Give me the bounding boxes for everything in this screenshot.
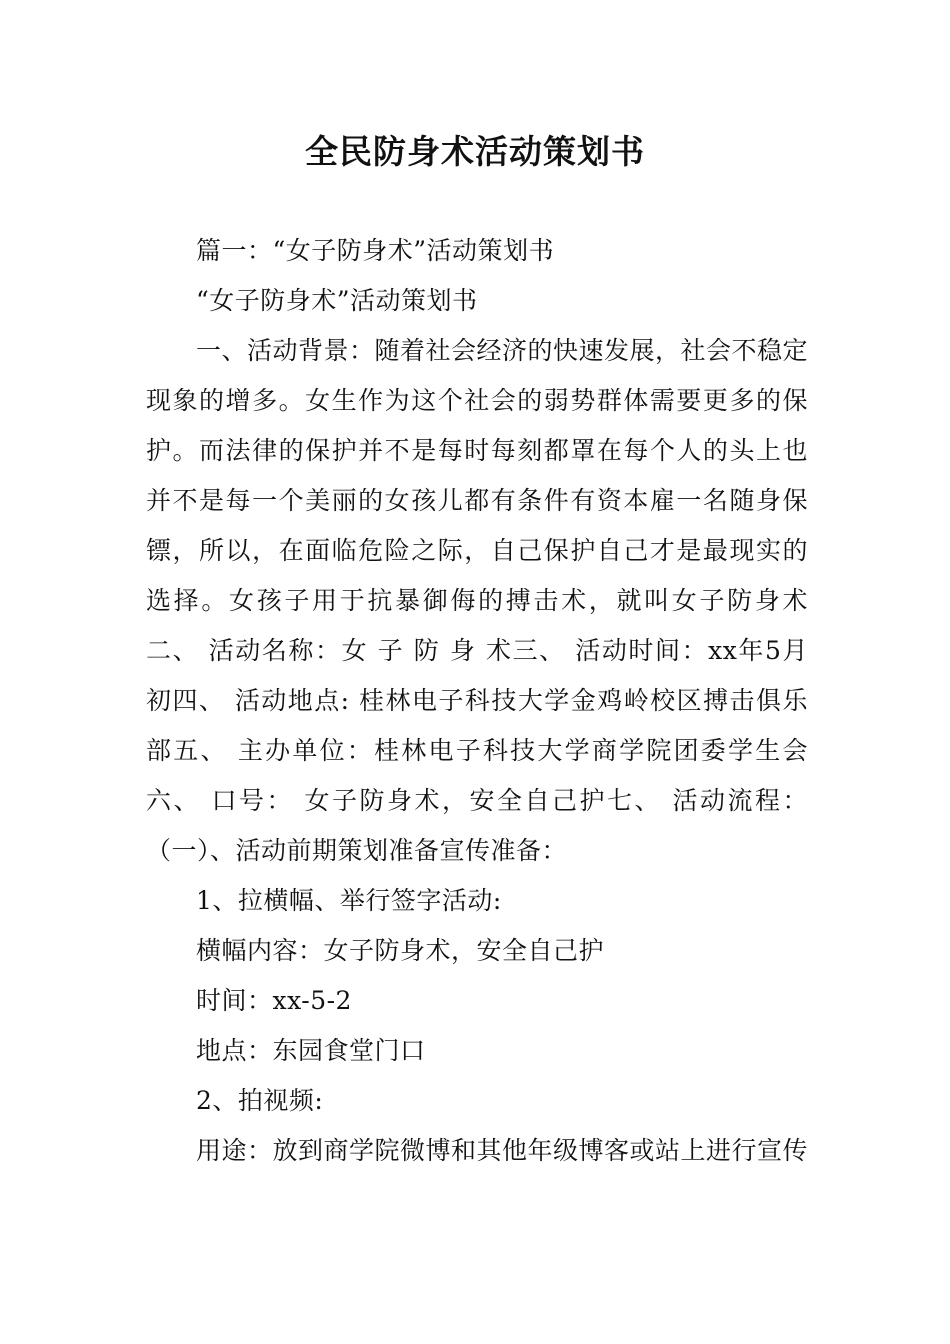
paragraph: 时间：xx-5-2 — [196, 986, 352, 1015]
paragraph: 篇一：“女子防身术”活动策划书 — [196, 236, 555, 265]
document-title: 全民防身术活动策划书 — [305, 132, 645, 171]
document-body — [146, 226, 808, 1176]
paragraph: 一、活动背景：随着社会经济的快速发展，社会不稳定现象的增多。女生作为这个社会的弱势群体需要更多的保护。而法律的保护并不是每时每刻都罩在每个人的头上也并不是每一个美丽的女孩儿都有条件有资本雇一名随身保镖，所以，在面临危险之际，自己保护自己才是最现实的选择。女孩子用于抗暴御侮的搏击术，就叫女子防身术二、 活动名称：女 子 防 身 术三、 活动时间：xx年5月 初四、 活动地点: 桂林电子科技大学金鸡岭校区搏击俱乐部五、 主办单位：桂林电子科技大学商学院团委学生会六、 口号： 女子防身术，安全自己护七、 活动流程：（一）、活动前期策划准备宣传准备： — [146, 336, 809, 865]
paragraph: 横幅内容：女子防身术，安全自己护 — [196, 936, 605, 965]
paragraph: 用途：放到商学院微博和其他年级博客或站上进行宣传 — [196, 1136, 809, 1165]
paragraph: 地点：东园食堂门口 — [196, 1036, 426, 1065]
paragraph: 1、拉横幅、举行签字活动: — [196, 886, 502, 915]
paragraph: “女子防身术”活动策划书 — [196, 286, 478, 315]
paragraph: 2、拍视频: — [196, 1086, 324, 1115]
